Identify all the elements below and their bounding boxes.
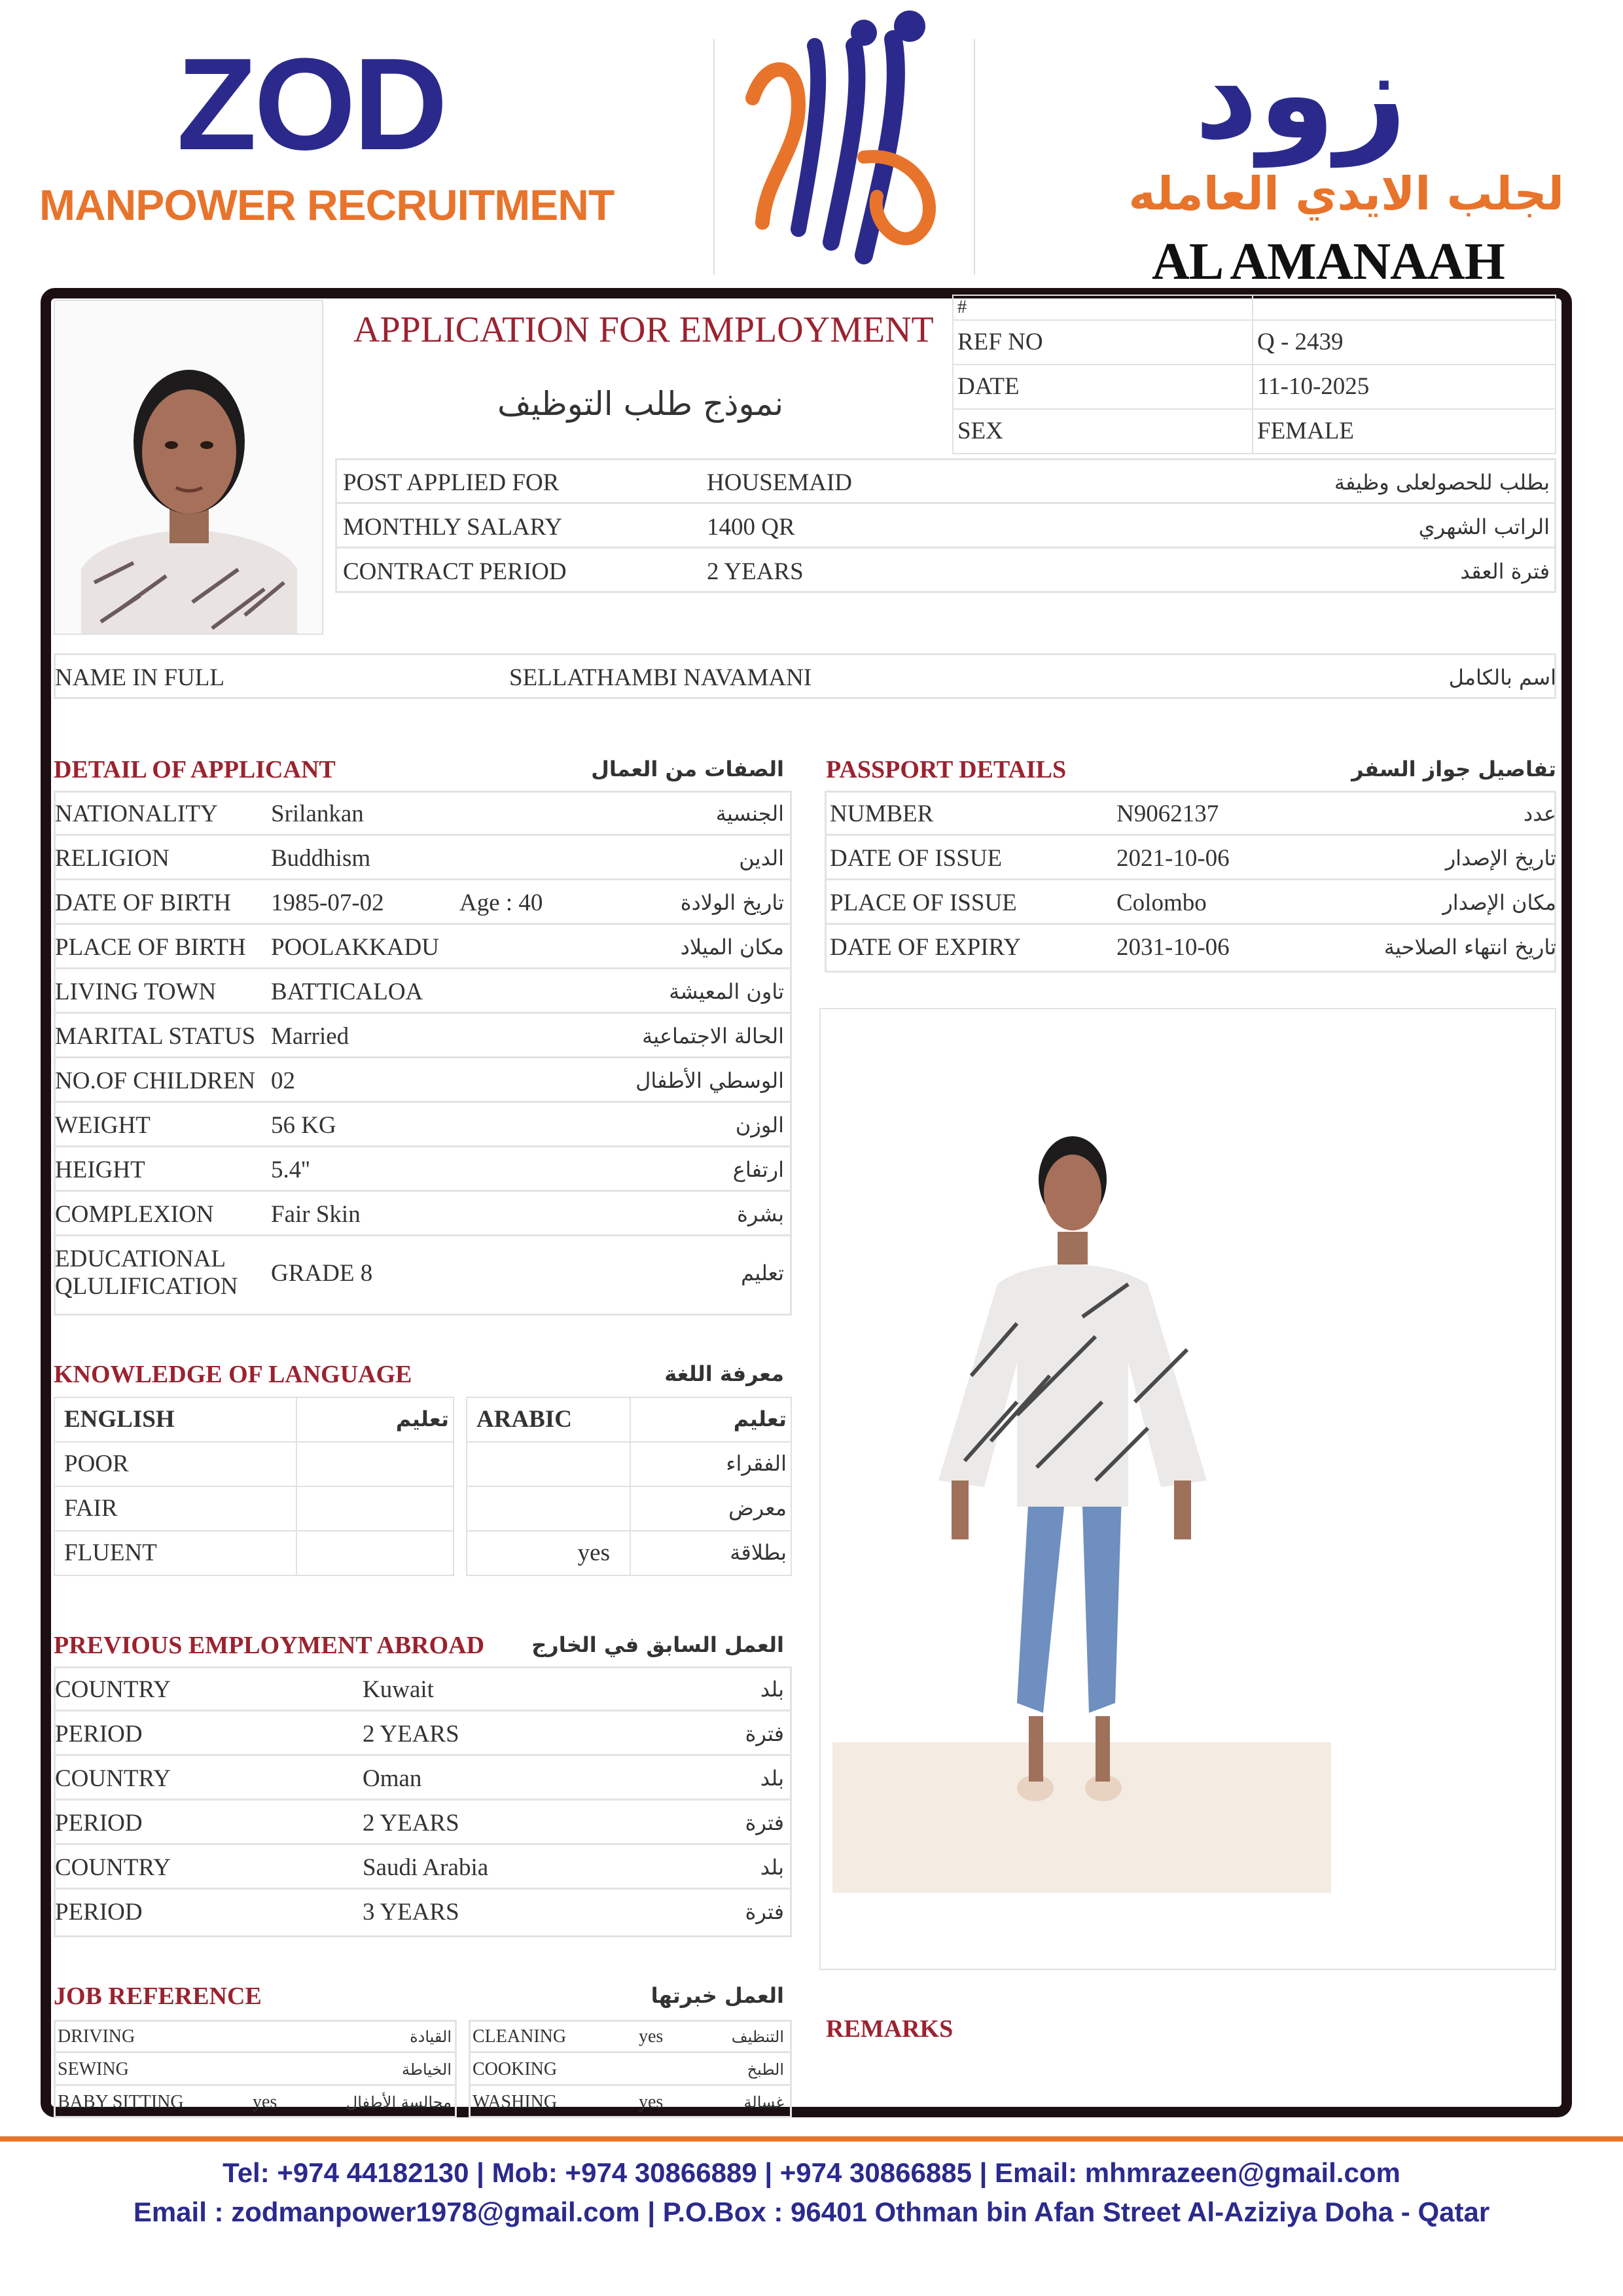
jobref-babysitting-label: BABY SITTING <box>58 2092 184 2112</box>
arabic-poor-cell <box>630 1441 792 1487</box>
header-divider-left <box>713 39 715 275</box>
passport-section-title: PASSPORT DETAILS <box>826 756 1067 783</box>
meta-date-label: DATE <box>957 372 1020 400</box>
weight-label: WEIGHT <box>55 1112 151 1139</box>
complexion-label-arabic: بشرة <box>737 1202 784 1227</box>
arabic-poor-value-cell <box>466 1441 631 1487</box>
religion-label-arabic: الدين <box>739 846 784 870</box>
employment-country-3-label: COUNTRY <box>55 1854 171 1881</box>
english-poor-value-cell <box>296 1441 454 1487</box>
contract-label-arabic: فترة العقد <box>1460 559 1550 584</box>
applicant-portrait-photo <box>54 300 323 635</box>
meta-hash-label: # <box>957 296 967 317</box>
jobref-cleaning-arabic: التنظيف <box>731 2028 784 2046</box>
education-label-line1: EDUCATIONAL <box>55 1246 226 1272</box>
brand-subtitle: MANPOWER RECRUITMENT <box>39 181 615 229</box>
passport-issue-place-label-arabic: مكان الإصدار <box>1442 890 1556 915</box>
pob-label-arabic: مكان الميلاد <box>680 935 784 960</box>
education-value: GRADE 8 <box>271 1260 373 1287</box>
post-label-arabic: بطلب للحصولعلى وظيفة <box>1334 470 1550 495</box>
name-label-arabic: اسم بالكامل <box>1448 665 1556 690</box>
language-section-title: KNOWLEDGE OF LANGUAGE <box>54 1361 412 1388</box>
contract-value: 2 YEARS <box>707 558 804 585</box>
employment-period-2-arabic: فترة <box>745 1810 784 1835</box>
jobref-washing-value: yes <box>639 2092 664 2112</box>
marital-value: Married <box>271 1023 349 1050</box>
english-fluent-cell <box>54 1530 297 1576</box>
arabic-fair-value-cell <box>466 1486 631 1532</box>
full-body-figure-icon <box>821 1009 1555 1969</box>
jobref-section-title-arabic: العمل خبرتها <box>651 1983 784 2008</box>
salary-label: MONTHLY SALARY <box>343 514 563 541</box>
height-label: HEIGHT <box>55 1157 145 1183</box>
jobref-babysitting-arabic: مجالسة الأطفال <box>346 2093 452 2111</box>
english-fluent-label: FLUENT <box>64 1539 157 1566</box>
jobref-sewing-label: SEWING <box>58 2059 129 2079</box>
english-header-arabic-cell <box>296 1397 454 1443</box>
meta-sex-value-cell <box>1252 408 1556 454</box>
footer-contact-line-2: Email : zodmanpower1978@gmail.com | P.O.Box : 96401 Othman bin Afan Street Al-Aziziya Doha - Qatar <box>133 2197 1490 2227</box>
brand-emblem-icon <box>726 7 969 281</box>
english-fair-label: FAIR <box>64 1494 118 1522</box>
employment-period-3-label: PERIOD <box>55 1899 143 1926</box>
weight-value: 56 KG <box>271 1112 336 1139</box>
passport-issue-date-label-arabic: تاريخ الإصدار <box>1445 846 1556 870</box>
english-header-cell <box>54 1397 297 1443</box>
pob-label: PLACE OF BIRTH <box>55 934 246 961</box>
town-value: BATTICALOA <box>271 978 423 1005</box>
jobref-washing-label: WASHING <box>473 2092 558 2112</box>
height-row <box>54 1147 792 1192</box>
arabic-fair-label: معرض <box>728 1496 787 1521</box>
remarks-section-title: REMARKS <box>826 2015 954 2043</box>
salary-label-arabic: الراتب الشهري <box>1418 514 1550 539</box>
jobref-washing-arabic: غسالة <box>743 2093 784 2111</box>
employment-period-2-label: PERIOD <box>55 1810 143 1837</box>
jobref-driving-arabic: القيادة <box>410 2028 452 2046</box>
english-poor-cell <box>54 1441 297 1487</box>
jobref-babysitting-value: yes <box>253 2092 277 2112</box>
meta-date-value: 11-10-2025 <box>1257 372 1370 400</box>
dob-label-arabic: تاريخ الولادة <box>680 890 784 915</box>
arabic-header-arabic: تعليم <box>733 1407 787 1432</box>
passport-expiry-label: DATE OF EXPIRY <box>830 934 1021 961</box>
children-label-arabic: الوسطي الأطفال <box>635 1068 784 1093</box>
employment-period-1-value: 2 YEARS <box>363 1721 459 1748</box>
jobref-driving-label: DRIVING <box>58 2026 135 2047</box>
applicant-full-body-photo <box>819 1008 1556 1970</box>
employment-country-1-label: COUNTRY <box>55 1676 171 1703</box>
english-fair-value-cell <box>296 1486 454 1532</box>
meta-ref-value-cell <box>1252 319 1556 365</box>
employment-section-title: PREVIOUS EMPLOYMENT ABROAD <box>54 1632 485 1659</box>
employment-country-2-label: COUNTRY <box>55 1765 171 1792</box>
passport-issue-date-value: 2021-10-06 <box>1116 845 1230 872</box>
jobref-cooking-arabic: الطبخ <box>747 2060 784 2079</box>
town-label-arabic: تاون المعيشة <box>669 979 784 1004</box>
employment-country-1-value: Kuwait <box>363 1676 434 1703</box>
passport-section-title-arabic: تفاصيل جواز السفر <box>1351 757 1556 781</box>
english-fair-cell <box>54 1486 297 1532</box>
arabic-fluent-value: yes <box>577 1539 610 1566</box>
employment-country-3-arabic: بلد <box>760 1855 784 1880</box>
employment-country-2-value: Oman <box>363 1765 422 1792</box>
arabic-header-cell <box>466 1397 631 1443</box>
passport-number-label-arabic: عدد <box>1523 801 1556 826</box>
employment-section-title-arabic: العمل السابق في الخارج <box>531 1632 784 1657</box>
employment-period-3-value: 3 YEARS <box>363 1899 459 1926</box>
passport-expiry-label-arabic: تاريخ انتهاء الصلاحية <box>1383 935 1556 960</box>
form-title: APPLICATION FOR EMPLOYMENT <box>353 310 934 350</box>
employment-country-2-arabic: بلد <box>760 1766 784 1791</box>
portrait-figure-icon <box>55 301 323 635</box>
weight-label-arabic: الوزن <box>735 1113 784 1138</box>
jobref-cleaning-label: CLEANING <box>473 2026 567 2047</box>
education-label-line2: QLULIFICATION <box>55 1273 238 1300</box>
english-fluent-value-cell <box>296 1530 454 1576</box>
jobref-cleaning-value: yes <box>639 2026 664 2047</box>
complexion-label: COMPLEXION <box>55 1201 214 1228</box>
post-label: POST APPLIED FOR <box>343 469 560 496</box>
marital-label: MARITAL STATUS <box>55 1023 256 1050</box>
brand-logo-text: ZOD <box>177 31 446 177</box>
form-title-arabic: نموذج طلب التوظيف <box>497 385 784 423</box>
children-label: NO.OF CHILDREN <box>55 1067 256 1094</box>
complexion-value: Fair Skin <box>271 1201 361 1228</box>
name-value: SELLATHAMBI NAVAMANI <box>509 664 812 691</box>
arabic-header: ARABIC <box>476 1405 572 1433</box>
dob-value: 1985-07-02 <box>271 889 384 916</box>
passport-issue-place-label: PLACE OF ISSUE <box>830 889 1017 916</box>
applicant-section-title: DETAIL OF APPLICANT <box>54 756 336 783</box>
religion-value: Buddhism <box>271 845 371 872</box>
arabic-poor-label: الفقراء <box>726 1451 787 1477</box>
passport-number-value: N9062137 <box>1116 800 1219 827</box>
marital-label-arabic: الحالة الاجتماعية <box>642 1024 784 1049</box>
employment-country-3-value: Saudi Arabia <box>363 1854 489 1881</box>
arabic-fluent-label: بطلاقة <box>730 1540 787 1566</box>
meta-hash-label-cell <box>952 295 1253 321</box>
header-divider-right <box>974 39 975 275</box>
footer-divider <box>0 2136 1623 2142</box>
passport-issue-place-value: Colombo <box>1116 889 1207 916</box>
brand-subtitle-arabic: لجلب الايدي العامله <box>1128 167 1564 221</box>
nationality-label-arabic: الجنسية <box>715 801 784 826</box>
meta-sex-label: SEX <box>957 417 1003 444</box>
town-label: LIVING TOWN <box>55 978 217 1005</box>
name-label: NAME IN FULL <box>55 664 224 691</box>
education-label-arabic: تعليم <box>741 1261 784 1285</box>
meta-sex-label-cell <box>952 408 1253 454</box>
arabic-fair-cell <box>630 1486 792 1532</box>
footer-contact-line-1: Tel: +974 44182130 | Mob: +974 30866889 | +974 30866885 | Email: mhmrazeen@gmail.com <box>223 2157 1400 2188</box>
children-value: 02 <box>271 1067 295 1094</box>
brand-logo-arabic: زود <box>1194 22 1407 167</box>
height-label-arabic: ارتفاع <box>732 1157 784 1182</box>
employment-period-1-label: PERIOD <box>55 1721 143 1748</box>
english-header: ENGLISH <box>64 1405 175 1433</box>
meta-date-value-cell <box>1252 364 1556 410</box>
meta-ref-label-cell <box>952 319 1253 365</box>
pob-value: POOLAKKADU <box>271 934 439 961</box>
english-poor-label: POOR <box>64 1450 129 1477</box>
religion-label: RELIGION <box>55 845 169 872</box>
arabic-header-arabic-cell <box>630 1397 792 1443</box>
meta-ref-value: Q - 2439 <box>1257 328 1344 355</box>
language-section-title-arabic: معرفة اللغة <box>664 1361 784 1386</box>
meta-ref-label: REF NO <box>957 328 1043 355</box>
jobref-sewing-arabic: الخياطة <box>402 2060 452 2079</box>
contract-label: CONTRACT PERIOD <box>343 558 567 585</box>
jobref-cooking-label: COOKING <box>473 2059 558 2079</box>
arabic-fluent-value-cell <box>466 1530 631 1576</box>
employment-country-1-arabic: بلد <box>760 1677 784 1702</box>
employment-period-2-value: 2 YEARS <box>363 1810 459 1837</box>
passport-expiry-value: 2031-10-06 <box>1116 934 1230 961</box>
company-name: AL AMANAAH <box>1152 233 1505 291</box>
nationality-value: Srilankan <box>271 800 364 827</box>
meta-date-label-cell <box>952 364 1253 410</box>
passport-issue-date-label: DATE OF ISSUE <box>830 845 1003 872</box>
applicant-section-title-arabic: الصفات من العمال <box>591 757 784 781</box>
post-value: HOUSEMAID <box>707 469 852 496</box>
age-value: Age : 40 <box>459 889 543 916</box>
jobref-section-title: JOB REFERENCE <box>54 1982 262 2010</box>
arabic-fluent-cell <box>630 1530 792 1576</box>
passport-number-label: NUMBER <box>830 800 934 827</box>
dob-label: DATE OF BIRTH <box>55 889 232 916</box>
salary-value: 1400 QR <box>707 514 795 541</box>
employment-period-1-arabic: فترة <box>745 1721 784 1746</box>
english-header-arabic: تعليم <box>395 1407 449 1432</box>
meta-hash-value-cell <box>1252 295 1556 321</box>
weight-row <box>54 1102 792 1147</box>
employment-period-3-arabic: فترة <box>745 1899 784 1924</box>
height-value: 5.4'' <box>271 1157 310 1183</box>
meta-sex-value: FEMALE <box>1257 417 1354 444</box>
nationality-label: NATIONALITY <box>55 800 218 827</box>
